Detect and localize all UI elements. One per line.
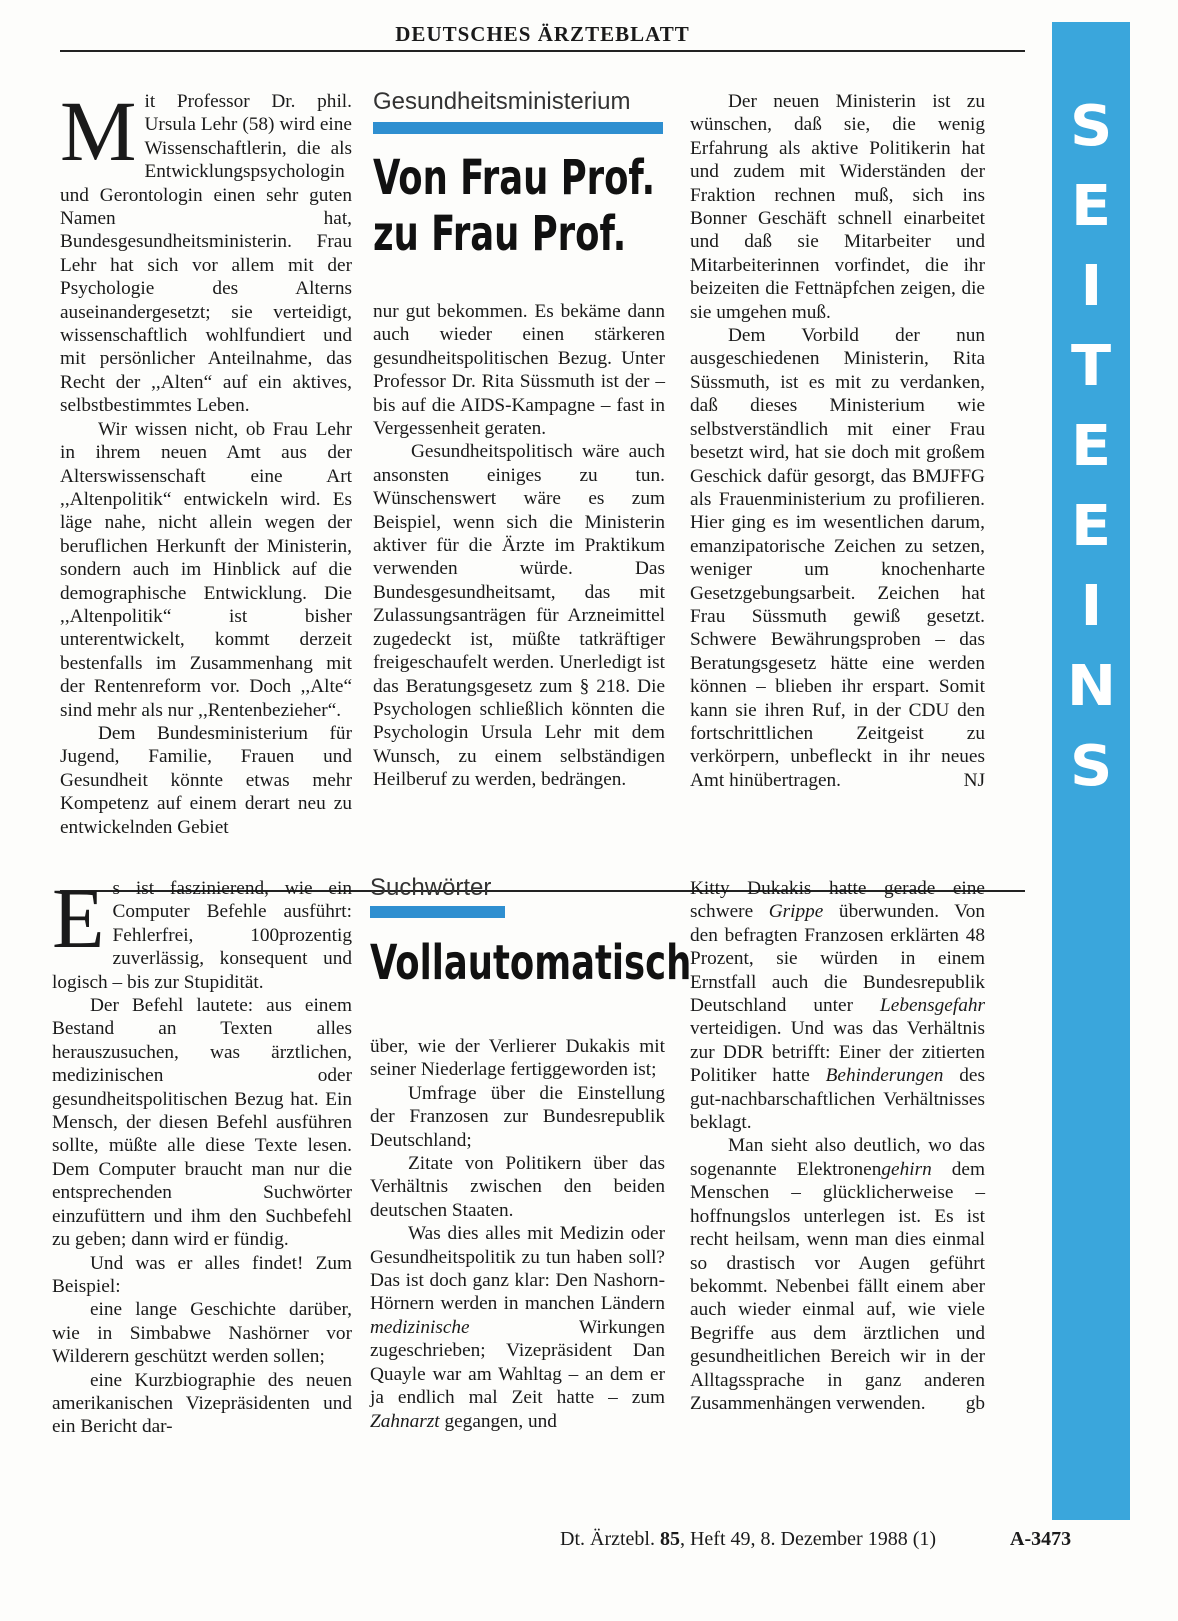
article1-column-3	[690, 90, 985, 792]
masthead-rule	[60, 50, 1025, 52]
article2-paragraph: Kitty Dukakis hatte gerade eine schwere Grippe überwunden. Von den befragten Franzosen erklärten 48 Prozent, sie würden in einem Ernstfall auch die Bundesrepublik Deutschland unter Lebensgefahr verteidigen. Und was das Verhältnis zur DDR betrifft: Einer der zitierten Politiker hatte Behinderungen des gut-nachbarschaftlichen Verhältnisses beklagt.	[690, 878, 985, 1134]
article2-paragraph: eine Kurzbiographie des neuen amerikanischen Vizepräsidenten und ein Bericht dar-	[52, 1369, 352, 1438]
article2-headline: Vollautomatisch	[370, 935, 692, 991]
sidebar-letter: I	[1080, 574, 1102, 639]
article1-signature: NJ	[963, 769, 985, 791]
article2-paragraph: eine lange Geschichte darüber, wie in Simbabwe Nashörner vor Wilderern geschützt werden sollen;	[52, 1299, 352, 1368]
dropcap: M	[60, 83, 137, 179]
sidebar-letter: E	[1070, 414, 1112, 479]
sidebar-letter: I	[1080, 254, 1102, 319]
article2-paragraph: Umfrage über die Einstellung der Franzosen zur Bundesrepublik Deutschland;	[370, 1082, 665, 1151]
article1-paragraph: Dem Bundesministerium für Jugend, Familie, Frauen und Gesundheit könnte etwas mehr Kompetenz auf einem derart neu zu entwickelnden Gebiet	[60, 722, 352, 838]
article1-column-1	[60, 83, 352, 839]
article2-paragraph: Was dies alles mit Medizin oder Gesundheitspolitik zu tun haben soll? Das ist doch ganz klar: Den Nashorn-Hörnern werden in manchen Ländern medizinische Wirkungen zugeschrieben; Vizepräsident Dan Quayle war am Wahltag – an dem er ja endlich mal Zeit hatte – zum Zahnarzt gegangen, und	[370, 1223, 665, 1432]
article1-column-2	[373, 300, 665, 792]
article2-column-3	[690, 877, 985, 1415]
article2-paragraph: Man sieht also deutlich, wo das sogenannte Elektronengehirn dem Menschen – glücklicherweise – hoffnungslos unterlegen ist. Es ist recht heilsam, wenn man dies einmal so drastisch vor Augen geführt bekommt. Nebenbei fällt einem aber auch wieder einmal auf, wie viele Begriffe aus dem ärztlichen und gesundheitlichen Bereich wir in der Alltagssprache in ganz anderen Zusammenhängen verwenden. gb	[690, 1135, 985, 1414]
footer-citation: Dt. Ärztebl. 85, Heft 49, 8. Dezember 1988 (1)	[560, 1528, 937, 1550]
dropcap: E	[52, 870, 105, 966]
article2-paragraph: Zitate von Politikern über das Verhältnis zwischen den beiden deutschen Staaten.	[370, 1153, 665, 1221]
article1-paragraph: Wir wissen nicht, ob Frau Lehr in ihrem neuen Amt aus der Alterswissenschaft eine Art ,,Altenpolitik“ entwickeln wird. Es läge nahe, nicht allein wegen der beruflichen Herkunft der Ministerin, sondern auch im Hinblick auf die demographische Entwicklung. Die ,,Altenpolitik“ ist bisher unterentwickelt, kommt derzeit bestenfalls im Zusammenhang mit der Rentenreform vor. Doch ,,Alte“ sind mehr als nur ,,Rentenbezieher“.	[60, 418, 352, 721]
article2-column-1	[52, 870, 352, 1439]
article1-kicker: Gesundheitsministerium	[373, 88, 631, 115]
sidebar-letter: E	[1070, 494, 1112, 559]
sidebar-letters	[1052, 87, 1130, 807]
article2-paragraph: über, wie der Verlierer Dukakis mit seiner Niederlage fertiggeworden ist;	[370, 1036, 665, 1081]
sidebar-letter: S	[1069, 734, 1113, 799]
article1-paragraph: Gesundheitspolitisch wäre auch ansonsten einiges zu tun. Wünschenswert wäre es zum Beispiel, wenn sich die Ministerin aktiver für die Ärzte im Praktikum verwenden würde. Das Bundesgesundheitsamt, das mit Zulassungsanträgen für Arzneimittel zugedeckt ist, müßte tatkräftiger freigeschaufelt werden. Unerledigt ist das Beratungsgesetz zum § 218. Die Psychologen schließlich könnten die Psychologin Ursula Lehr mit dem Wunsch, zu einem selbständigen Heilberuf zu werden, bedrängen.	[373, 441, 665, 791]
article1-kicker-bar	[373, 122, 663, 134]
article1-headline: Von Frau Prof. zu Frau Prof.	[373, 150, 656, 262]
page-number: A-3473	[1010, 1528, 1072, 1550]
article2-paragraph: Der Befehl lautete: aus einem Bestand an Texten alles herauszusuchen, was ärztlichen, medizinischen oder gesundheitspolitischen Bezug hat. Ein Mensch, der diesen Befehl ausführen sollte, müßte alle diese Texte lesen. Dem Computer braucht man nur die entsprechenden Suchwörter einzufüttern und ihm den Suchbefehl zu geben; dann wird er fündig.	[52, 995, 352, 1251]
article2-kicker: Suchwörter	[370, 874, 492, 901]
article2-signature: gb	[965, 1392, 985, 1414]
article2-kicker-bar	[370, 906, 505, 918]
sidebar-letter: T	[1070, 334, 1112, 399]
article1-paragraph: Der neuen Ministerin ist zu wünschen, daß sie, die wenig Erfahrung als aktive Politikerin hat und zudem mit Widerständen der Fraktion rechnen muß, sich ins Bonner Geschäft schnell einarbeitet und daß sie Mitarbeiter und Mitarbeiterinnen vorfindet, die ihr beizeiten die Fettnäpfchen zeigen, die sie umgehen muß.	[690, 91, 985, 323]
article1-paragraph: Dem Vorbild der nun ausgeschiedenen Ministerin, Rita Süssmuth, ist es mit zu verdanken, daß dieses Ministerium wie selbstverständlich mit einer Frau besetzt wird, hat sie doch mit großem Geschick dafür gesorgt, das BMJFFG als Frauenministerium zu profilieren. Hier ging es im wesentlichen darum, emanzipatorische Zeichen zu setzen, weniger um knochenharte Gesetzgebungsarbeit. Zeichen hat Frau Süssmuth gewiß gesetzt. Schwere Bewährungsproben – das Beratungsgesetz hätte eine werden können – blieben ihr erspart. Somit kann sie ihren Ruf, in der CDU den fortschrittlichen Zeitgeist zu verkörpern, unbefleckt in ihr neues Amt hinübertragen. NJ	[690, 325, 985, 791]
masthead: DEUTSCHES ÄRZTEBLATT	[395, 22, 690, 46]
article2-paragraph: Und was er alles findet! Zum Beispiel:	[52, 1252, 352, 1297]
sidebar-letter: E	[1070, 174, 1112, 239]
sidebar-letter: S	[1069, 94, 1113, 159]
seite-eins-sidebar	[1052, 22, 1130, 1520]
article1-paragraph: Mit Professor Dr. phil. Ursula Lehr (58) wird eine Wissenschaftlerin, die als Entwicklungspsychologin und Gerontologin einen sehr guten Namen hat, Bundesgesundheitsministerin. Frau Lehr hat sich vor allem mit der Psychologie des Alterns auseinandergesetzt; sie verteidigt, wissenschaftlich wohlfundiert und mit persönlicher Anteilnahme, das Recht der ,,Alten“ auf ein aktives, selbstbestimmtes Leben.	[60, 83, 352, 417]
sidebar-letter: N	[1066, 654, 1116, 719]
article2-column-2	[370, 1035, 665, 1433]
article2-paragraph: Es ist faszinierend, wie ein Computer Befehle ausführt: Fehlerfrei, 100prozentig zuverlässig, konsequent und logisch – bis zur Stupidität.	[52, 870, 352, 993]
article1-paragraph: nur gut bekommen. Es bekäme dann auch wieder einen stärkeren gesundheitspolitischen Bezug. Unter Professor Dr. Rita Süssmuth ist der – bis auf die AIDS-Kampagne – fast in Vergessenheit geraten.	[373, 301, 665, 440]
